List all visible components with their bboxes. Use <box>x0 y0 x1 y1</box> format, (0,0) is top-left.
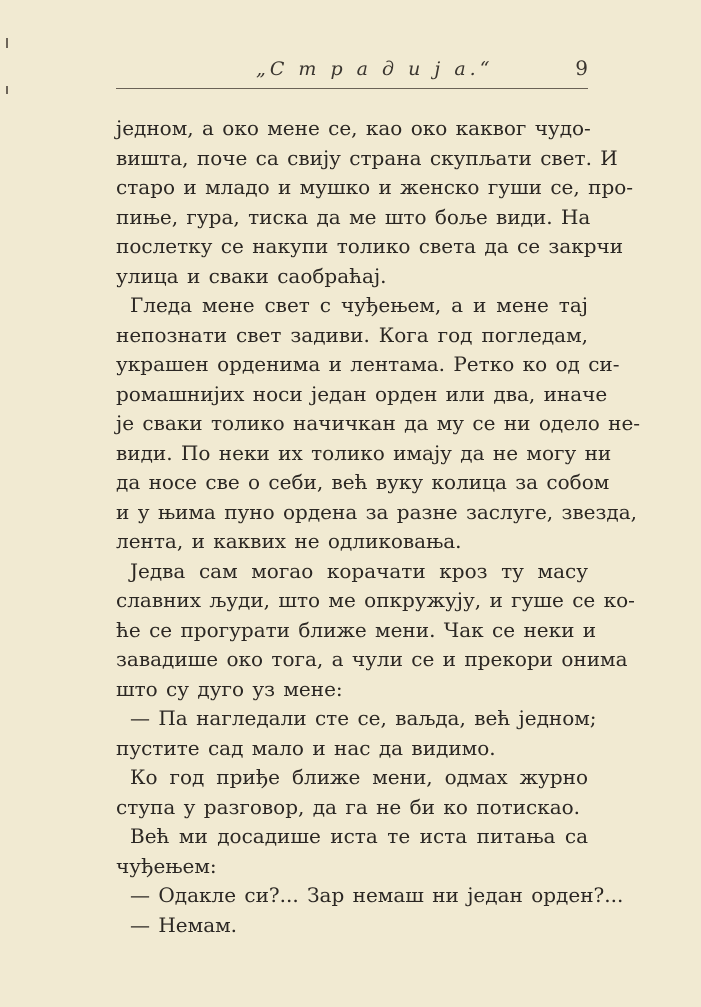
text-line: улица и сваки саобраћај. <box>116 263 387 288</box>
margin-mark <box>6 38 8 48</box>
header-rule <box>116 88 588 89</box>
text-line: старо и младо и мушко и женско гуши се, про- <box>116 175 634 199</box>
text-line: Једва сам могао корачати кроз ту масу <box>130 558 588 583</box>
text-line: ромашнијих носи један орден или два, иначе <box>116 381 608 406</box>
text-line: завадише око тога, а чули се и прекори онима <box>116 647 628 671</box>
text-line: украшен орденима и лентама. Ретко ко од си- <box>116 352 620 376</box>
body-text <box>116 114 641 940</box>
page-number: 9 <box>575 56 588 80</box>
text-line: Ко год приђе ближе мени, одмах журно <box>130 765 588 789</box>
text-line: — Одакле си?... Зар немаш ни један орден?... <box>130 883 624 907</box>
text-line: лента, и каквих не одликовања. <box>116 529 462 553</box>
text-line: што су дуго уз мене: <box>116 676 343 701</box>
text-line: пиње, гура, тиска да ме што боље види. На <box>116 204 591 229</box>
text-line: непознати свет задиви. Кога год погледам, <box>116 322 588 347</box>
text-line: да носе све о себи, већ вуку колица за собом <box>116 470 610 494</box>
text-line: једном, а око мене се, као око каквог чудо- <box>116 116 591 140</box>
text-line: ступа у разговор, да га не би ко потискао. <box>116 794 581 819</box>
text-line: је сваки толико начичкан да му се ни одело не- <box>116 411 641 435</box>
running-title: „С т р а д и ј а.“ <box>256 58 494 80</box>
margin-mark <box>6 86 8 94</box>
text-line: чуђењем: <box>116 853 217 878</box>
text-line: Већ ми досадише иста те иста питања са <box>130 824 588 848</box>
text-line: пустите сад мало и нас да видимо. <box>116 735 496 760</box>
text-line: Гледа мене свет с чуђењем, а и мене тај <box>130 293 588 317</box>
page-header <box>116 58 588 82</box>
text-line: види. По неки их толико имају да не могу ни <box>116 440 612 465</box>
text-line: — Па нагледали сте се, ваљда, већ једном; <box>130 706 597 730</box>
text-line: послетку се накупи толико света да се закрчи <box>116 234 624 258</box>
text-line: и у њима пуно ордена за разне заслуге, звезда, <box>116 499 638 524</box>
text-line: — Немам. <box>130 912 238 937</box>
text-line: ће се прогурати ближе мени. Чак се неки и <box>116 617 597 642</box>
text-line: славних људи, што ме опкружују, и гуше се ко- <box>116 588 635 612</box>
text-line: вишта, поче са свију страна скупљати свет. И <box>116 145 618 170</box>
